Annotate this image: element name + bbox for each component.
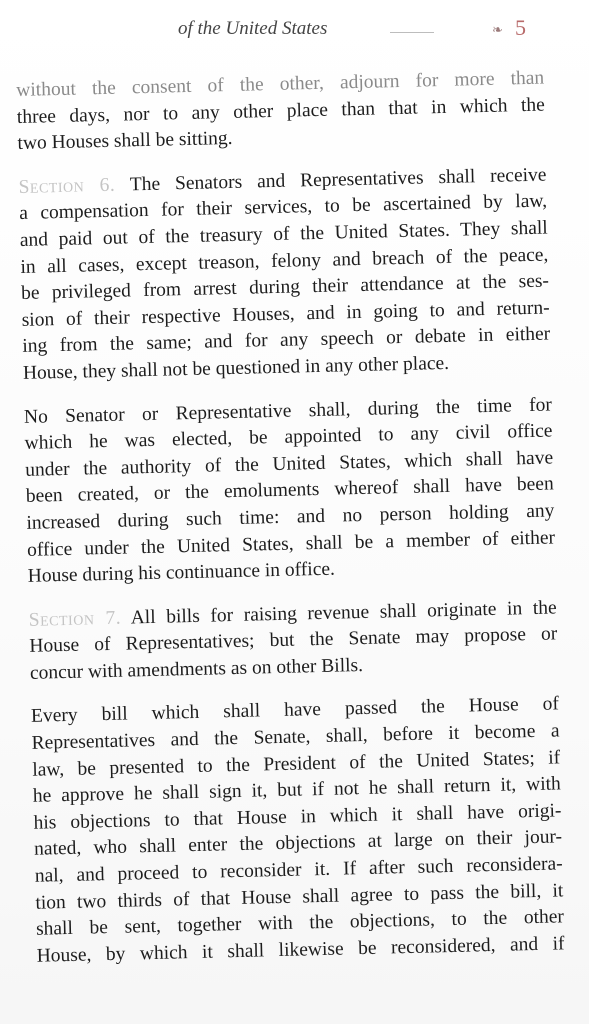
text-line: shall be sent, together with the objections, to the other [35, 906, 565, 940]
text-line: Representatives and the Senate, shall, before it become a [31, 720, 560, 754]
text-line: sion of their respective Houses, and in going to and return- [21, 297, 550, 331]
text-line: House of Representatives; but the Senate may propose or [29, 623, 558, 658]
text-line: three days, nor to any other place than that in which the [16, 94, 546, 128]
section-6-paragraph [18, 162, 551, 387]
paragraph [24, 392, 556, 591]
text-line: and paid out of the treasury of the United States. They shall [19, 217, 548, 251]
text-line: House, they shall not be questioned in any other place. [22, 352, 450, 384]
page-number: 5 [515, 15, 526, 40]
text-line: which he was elected, be appointed to any civil office [24, 420, 553, 455]
text-segment: All bills for raising revenue shall originate in the [130, 597, 557, 629]
page-header [0, 14, 589, 48]
text-line: he approve he shall sign it, but if not he shall return it, with [32, 773, 562, 808]
text-line: increased during such time: and no person holding any [26, 500, 555, 534]
text-line: without the consent of the other, adjourn for more than [16, 67, 545, 101]
text-line: No Senator or Representative shall, during the time for [23, 394, 553, 428]
text-line: nal, and proceed to reconsider it. If after such reconsidera- [34, 853, 563, 887]
text-line: two Houses shall be sitting. [17, 128, 233, 155]
paragraph [31, 692, 565, 970]
text-line: law, be presented to the President of the United States; if [32, 747, 561, 781]
text-line: under the authority of the United States, which shall have [24, 447, 554, 481]
text-line: his objections to that House in which it shall have origi- [33, 800, 562, 834]
text-line: in all cases, except treason, felony and breach of the peace, [20, 244, 549, 278]
section-7-paragraph [28, 595, 558, 687]
text-line: nated, who shall enter the objections at large on their jour- [33, 826, 563, 861]
text-line: been created, or the emoluments whereof shall have been [25, 473, 554, 508]
text-segment: The Senators and Representatives shall receive [129, 164, 547, 196]
text-line: House during his continuance in office. [27, 558, 336, 587]
paragraph [16, 66, 546, 158]
header-rule [390, 32, 434, 33]
running-head: of the United States [178, 18, 328, 39]
text-line: tion two thirds of that House shall agree to pass the bill, it [35, 879, 564, 914]
text-line: a compensation for their services, to be ascertained by law, [18, 190, 548, 225]
body-text [16, 66, 565, 988]
text-line: office under the United States, shall be a member of either [26, 526, 556, 561]
flourish-icon: ❧ [492, 22, 503, 37]
text-line: ing from the same; and for any speech or debate in either [22, 323, 551, 358]
section-label: Section 6. [18, 174, 116, 198]
text-line: Every bill which shall have passed the House of [30, 693, 560, 728]
section-label: Section 7. [28, 607, 122, 631]
text-line: House, by which it shall likewise be reconsidered, and if [36, 933, 565, 967]
text-line: be privileged from arrest during their attendance at the ses- [20, 270, 550, 305]
text-line: concur with amendments as on other Bills. [29, 654, 364, 684]
